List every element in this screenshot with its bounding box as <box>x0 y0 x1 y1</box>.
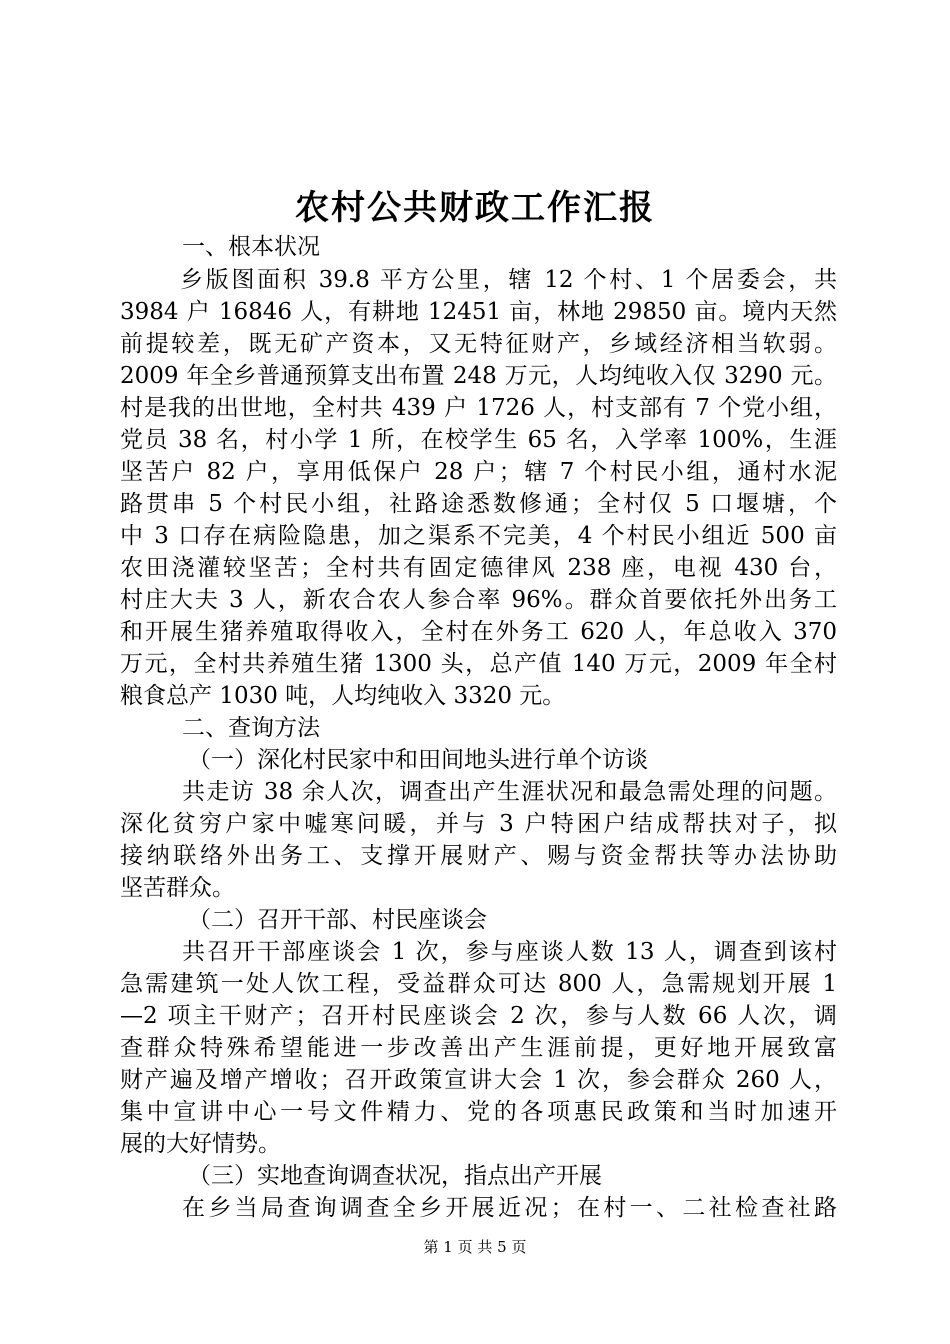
section-heading: 一、根本状况 <box>182 234 320 260</box>
paragraph-line: 接纳联络外出务工、支撑开展财产、赐与资金帮扶等办法协助 <box>120 843 837 869</box>
paragraph-line: 坚苦户 82 户，享用低保户 28 户；辖 7 个村民小组，通村水泥 <box>120 459 837 485</box>
paragraph-line: 前提较差，既无矿产资本，又无特征财产，乡域经济相当软弱。 <box>120 331 837 357</box>
paragraph-line: 财产遍及增产增收；召开政策宣讲大会 1 次，参会群众 260 人， <box>120 1067 837 1093</box>
paragraph-line: 集中宣讲中心一号文件精力、党的各项惠民政策和当时加速开 <box>120 1099 837 1125</box>
paragraph-line: 3984 户 16846 人，有耕地 12451 亩，林地 29850 亩。境内天然 <box>120 299 837 325</box>
paragraph-line: 展的大好情势。 <box>120 1131 281 1157</box>
paragraph-line: 急需建筑一处人饮工程，受益群众可达 800 人，急需规划开展 1 <box>120 971 837 997</box>
paragraph-line: 乡版图面积 39.8 平方公里，辖 12 个村、1 个居委会，共 <box>180 267 837 293</box>
paragraph-line: 村是我的出世地，全村共 439 户 1726 人，村支部有 7 个党小组， <box>120 395 837 421</box>
paragraph-line: 农田浇灌较坚苦；全村共有固定德律风 238 座，电视 430 台， <box>120 555 837 581</box>
paragraph-line: 深化贫穷户家中嘘寒问暖，并与 3 户特困户结成帮扶对子，拟 <box>120 811 837 837</box>
paragraph-line: 粮食总产 1030 吨，人均纯收入 3320 元。 <box>120 683 566 709</box>
paragraph-line: 万元，全村共养殖生猪 1300 头，总产值 140 万元，2009 年全村 <box>120 651 837 677</box>
paragraph-line: 路贯串 5 个村民小组，社路途悉数修通；全村仅 5 口堰塘，个 <box>120 491 837 517</box>
paragraph-line: 共召开干部座谈会 1 次，参与座谈人数 13 人，调查到该村 <box>182 939 837 965</box>
paragraph-line: —2 项主干财产；召开村民座谈会 2 次，参与人数 66 人次，调 <box>120 1003 837 1029</box>
paragraph-line: 在乡当局查询调查全乡开展近况；在村一、二社检查社路 <box>182 1195 837 1221</box>
section-heading: 二、查询方法 <box>182 715 320 741</box>
subsection-heading: （三）实地查询调查状况，指点出产开展 <box>188 1163 602 1189</box>
paragraph-line: 和开展生猪养殖取得收入，全村在外务工 620 人，年总收入 370 <box>120 619 837 645</box>
page-footer: 第 1 页 共 5 页 <box>423 1238 527 1256</box>
subsection-heading: （二）召开干部、村民座谈会 <box>188 907 487 933</box>
paragraph-line: 中 3 口存在病险隐患，加之渠系不完美，4 个村民小组近 500 亩 <box>120 523 837 549</box>
paragraph-line: 村庄大夫 3 人，新农合农人参合率 96%。群众首要依托外出务工 <box>120 587 837 613</box>
paragraph-line: 坚苦群众。 <box>120 875 235 901</box>
paragraph-line: 2009 年全乡普通预算支出布置 248 万元，人均纯收入仅 3290 元。 <box>120 363 837 389</box>
paragraph-line: 党员 38 名，村小学 1 所，在校学生 65 名，入学率 100%，生涯 <box>120 427 837 453</box>
document-title: 农村公共财政工作汇报 <box>295 188 655 228</box>
paragraph-line: 查群众特殊希望能进一步改善出产生涯前提，更好地开展致富 <box>120 1035 837 1061</box>
paragraph-line: 共走访 38 余人次，调查出产生涯状况和最急需处理的问题。 <box>182 779 837 805</box>
subsection-heading: （一）深化村民家中和田间地头进行单个访谈 <box>188 747 648 773</box>
